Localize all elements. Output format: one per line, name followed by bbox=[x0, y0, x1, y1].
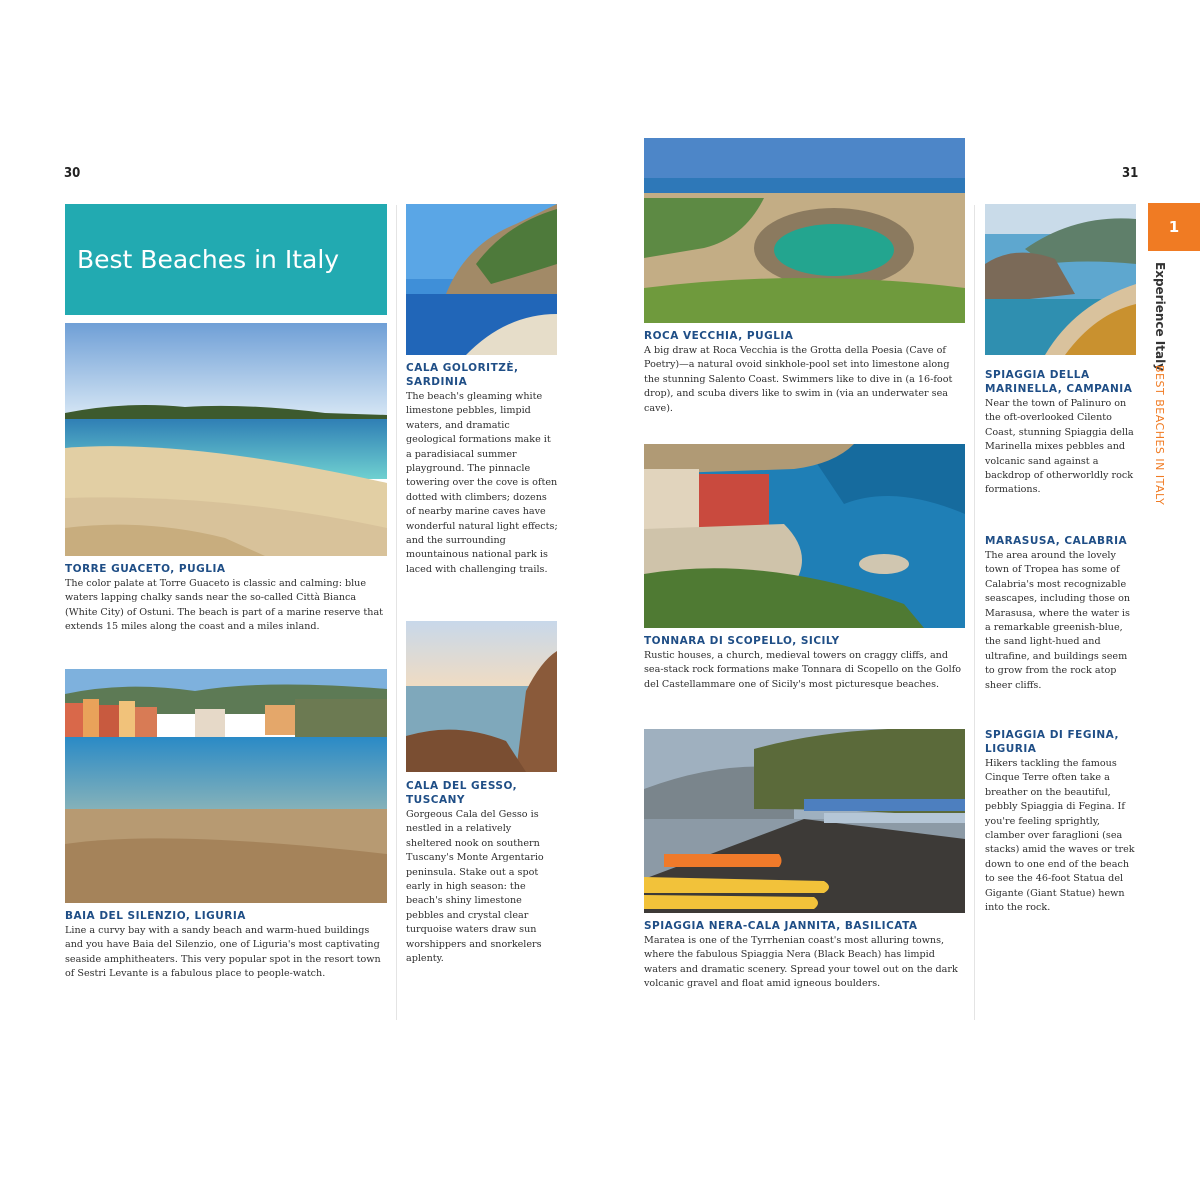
right-page-number: 31 bbox=[1122, 166, 1139, 181]
photo-baia-del-silenzio bbox=[65, 669, 387, 903]
photo-spiaggia-marinella bbox=[985, 204, 1136, 355]
entry-cala-del-gesso bbox=[406, 779, 558, 966]
page-title: Best Beaches in Italy bbox=[77, 245, 340, 274]
entry-heading: SPIAGGIA DI FEGINA, LIGURIA bbox=[985, 729, 1119, 755]
photo-torre-guaceto bbox=[65, 323, 387, 556]
entry-body: Maratea is one of the Tyrrhenian coast's most alluring towns, where the fabulous Spiaggia Nera (Black Beach) has limpid waters and dramatic scenery. Spread your towel out on the dark volcanic gravel and float amid igneous boulders. bbox=[644, 935, 958, 990]
photo-cala-goloritze bbox=[406, 204, 557, 355]
entry-body: The color palate at Torre Guaceto is classic and calming: blue waters lapping chalky sands near the so-called Città Bianca (White City) of Ostuni. The beach is part of a marine reserve that extends 15 miles along the coast and a miles inland. bbox=[65, 578, 384, 633]
entry-body: Gorgeous Cala del Gesso is nestled in a relatively sheltered nook on southern Tuscany's Monte Argentario peninsula. Stake out a spot early in high season: the beach's shiny limestone pebbles and crystal clear turquoise waters draw sun worshippers and snorkelers aplenty. bbox=[406, 809, 544, 965]
entry-body: Rustic houses, a church, medieval towers on craggy cliffs, and sea-stack rock formations make Tonnara di Scopello on the Golfo del Castellammare one of Sicily's most picturesque beaches. bbox=[644, 650, 962, 690]
entry-heading: CALA GOLORITZÈ, SARDINIA bbox=[406, 362, 519, 388]
photo-roca-vecchia bbox=[644, 138, 965, 323]
photo-spiaggia-nera bbox=[644, 729, 965, 913]
left-page-number: 30 bbox=[64, 166, 81, 181]
entry-baia-del-silenzio bbox=[65, 909, 387, 982]
entry-cala-goloritze bbox=[406, 361, 558, 577]
entry-marasusa bbox=[985, 534, 1137, 693]
entry-body: The beach's gleaming white limestone pebbles, limpid waters, and dramatic geological formations make it a paradisiacal summer playground. The pinnacle towering over the cove is often dotted with climbers; dozens of nearby marine caves have wonderful natural light effects; and the surrounding mountainous national park is laced with challenging trails. bbox=[406, 391, 558, 575]
entry-spiaggia-fegina bbox=[985, 728, 1137, 915]
entry-heading: CALA DEL GESSO, TUSCANY bbox=[406, 780, 518, 806]
entry-spiaggia-marinella bbox=[985, 368, 1137, 498]
entry-torre-guaceto bbox=[65, 562, 387, 635]
chapter-label: BEST BEACHES IN ITALY bbox=[1153, 365, 1166, 506]
column-rule bbox=[974, 205, 975, 1020]
entry-heading: BAIA DEL SILENZIO, LIGURIA bbox=[65, 910, 246, 922]
entry-body: Hikers tackling the famous Cinque Terre often take a breather on the beautiful, pebbly Spiaggia di Fegina. If you're feeling sprightly, clamber over faraglioni (sea stacks) amid the waves or trek down to one end of the beach to see the 46-foot Statua del Gigante (Giant Statue) hewn into the rock. bbox=[985, 758, 1135, 914]
entry-body: The area around the lovely town of Tropea has some of Calabria's most recognizable seascapes, including those on Marasusa, where the water is a remarkable greenish-blue, the sand light-hued and ultrafine, and buildings seem to grow from the rock atop sheer cliffs. bbox=[985, 550, 1131, 691]
entry-roca-vecchia bbox=[644, 329, 965, 416]
entry-heading: ROCA VECCHIA, PUGLIA bbox=[644, 330, 794, 342]
chapter-tab bbox=[1148, 203, 1200, 251]
entry-body: Near the town of Palinuro on the oft-overlooked Cilento Coast, stunning Spiaggia della Marinella mixes pebbles and volcanic sand against a backdrop of otherworldly rock formations. bbox=[985, 398, 1134, 496]
entry-tonnara-di-scopello bbox=[644, 634, 965, 692]
column-rule bbox=[396, 205, 397, 1020]
entry-heading: TORRE GUACETO, PUGLIA bbox=[65, 563, 226, 575]
section-label: Experience Italy bbox=[1153, 262, 1167, 372]
photo-cala-del-gesso bbox=[406, 621, 557, 772]
page-title-box bbox=[65, 204, 387, 315]
entry-heading: TONNARA DI SCOPELLO, SICILY bbox=[644, 635, 840, 647]
entry-body: Line a curvy bay with a sandy beach and warm-hued buildings and you have Baia del Silenzio, one of Liguria's most captivating seaside amphitheaters. This very popular spot in the resort town of Sestri Levante is a fabulous place to people-watch. bbox=[65, 925, 381, 980]
entry-heading: SPIAGGIA DELLA MARINELLA, CAMPANIA bbox=[985, 369, 1133, 395]
photo-tonnara-di-scopello bbox=[644, 444, 965, 628]
chapter-number: 1 bbox=[1168, 218, 1180, 236]
entry-heading: SPIAGGIA NERA-CALA JANNITA, BASILICATA bbox=[644, 920, 918, 932]
entry-spiaggia-nera bbox=[644, 919, 965, 992]
entry-body: A big draw at Roca Vecchia is the Grotta della Poesia (Cave of Poetry)—a natural ovoid sinkhole-pool set into limestone along the stunning Salento Coast. Swimmers like to dive in (a 16-foot drop), and scuba divers like to swim in (via an underwater sea cave). bbox=[644, 345, 953, 414]
entry-heading: MARASUSA, CALABRIA bbox=[985, 535, 1128, 547]
